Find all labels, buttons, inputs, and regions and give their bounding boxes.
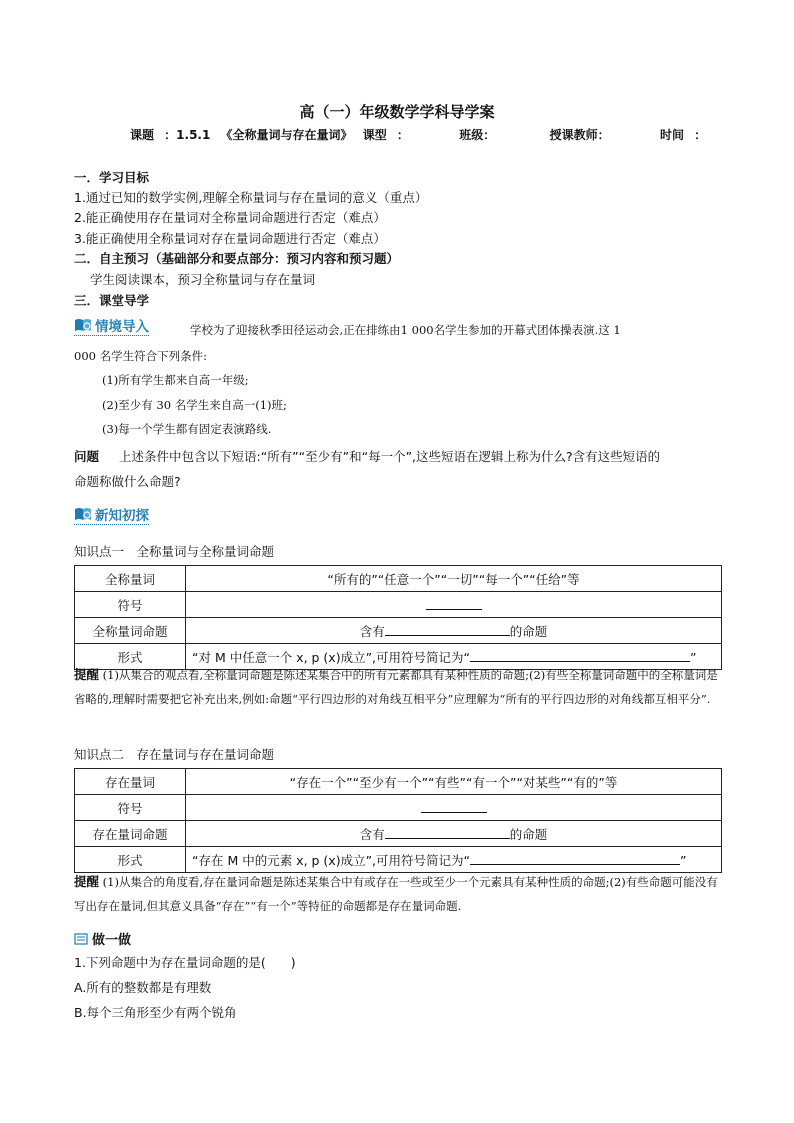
notebook-icon xyxy=(74,933,88,945)
table-row xyxy=(75,566,722,592)
table-cell-label: 符号 xyxy=(75,592,186,618)
condition-item: (1)所有学生都来自高一年级; xyxy=(102,373,249,387)
practice-option: B.每个三角形至少有两个锐角 xyxy=(74,1005,237,1020)
table-cell-value: “所有的”“任意一个”“一切”“每一个”“任给”等 xyxy=(186,566,722,592)
class-label: 班级： xyxy=(459,128,496,142)
table-cell-value xyxy=(186,847,722,873)
newknowledge-badge xyxy=(74,504,149,525)
page-title: 高（一）年级数学学科导学案 xyxy=(299,103,495,121)
k2-tip xyxy=(74,870,724,918)
fill-blank xyxy=(426,597,482,610)
goal-item: 1.通过已知的数学实例,理解全称量词与存在量词的意义（重点） xyxy=(74,190,428,205)
table-cell-label: 形式 xyxy=(75,847,186,873)
tip-text: (1)从集合的观点看,全称量词命题是陈述某集合中的所有元素都具有某种性质的命题;(2)有些全称量词命题中的全称量词是省略的,理解时需要把它补充出来,例如:命题“平行四边形的对角线互相平分”应理解为“所有的平行四边形的对角线都互相平分”. xyxy=(74,668,718,706)
table-cell-value xyxy=(186,592,722,618)
condition-item: (2)至少有 30 名学生来自高一(1)班; xyxy=(102,398,287,412)
lesson-info: 课题 ：1.5.1 《全称量词与存在量词》 课型 ： xyxy=(130,128,409,142)
cell-text: ” xyxy=(690,649,697,665)
practice-heading xyxy=(74,929,131,948)
table-cell-value xyxy=(186,795,722,821)
tip-label: 提醒 xyxy=(74,667,100,682)
goal-item: 3.能正确使用全称量词对存在量词命题进行否定（难点） xyxy=(74,231,386,246)
cell-text: 含有 xyxy=(359,623,385,639)
condition-item: (3)每一个学生都有固定表演路线. xyxy=(102,422,272,436)
question-text: 上述条件中包含以下短语:“所有”“至少有”和“每一个”,这些短语在逻辑上称为什么?含有这些短语的 xyxy=(118,449,661,464)
table-row xyxy=(75,795,722,821)
k1-heading: 知识点一 全称量词与全称量词命题 xyxy=(74,544,275,559)
cell-text: 的命题 xyxy=(509,623,548,639)
table-cell-value xyxy=(186,618,722,644)
cell-text: “存在 M 中的元素 x, p (x)成立”,可用符号简记为“ xyxy=(192,852,471,868)
practice-question: 1.下列命题中为存在量词命题的是( ) xyxy=(74,955,296,970)
preview-heading: 二．自主预习（基础部分和要点部分：预习内容和预习题） xyxy=(74,251,400,266)
cell-text: 含有 xyxy=(359,826,385,842)
goals-heading: 一．学习目标 xyxy=(74,170,150,185)
question-label: 问题 xyxy=(74,449,100,464)
table-row xyxy=(75,618,722,644)
situation-badge xyxy=(74,315,149,336)
preview-body: 学生阅读课本，预习全称量词与存在量词 xyxy=(90,272,316,287)
k1-table xyxy=(74,565,722,670)
table-cell-label: 存在量词命题 xyxy=(75,821,186,847)
table-cell-value: “存在一个”“至少有一个”“有些”“有一个”“对某些”“有的”等 xyxy=(186,769,722,795)
cell-text: “对 M 中任意一个 x, p (x)成立”,可用符号简记为“ xyxy=(192,649,471,665)
tip-label: 提醒 xyxy=(74,874,100,889)
fill-blank xyxy=(470,649,690,662)
table-row xyxy=(75,821,722,847)
lesson-meta xyxy=(130,126,706,143)
cell-text: 的命题 xyxy=(509,826,548,842)
goal-item: 2.能正确使用存在量词对全称量词命题进行否定（难点） xyxy=(74,210,386,225)
k2-table xyxy=(74,768,722,873)
situation-badge-label: 情境导入 xyxy=(95,319,149,335)
fill-blank xyxy=(470,852,680,865)
k1-tip xyxy=(74,663,724,711)
table-cell-label: 全称量词 xyxy=(75,566,186,592)
table-row xyxy=(75,847,722,873)
fill-blank xyxy=(385,623,510,636)
tip-text: (1)从集合的角度看,存在量词命题是陈述某集合中有或存在一些或至少一个元素具有某种性质的命题;(2)有些命题可能没有写出存在量词,但其意义具备“存在”“有一个”等特征的命题都是存在量词命题. xyxy=(74,875,718,913)
table-cell-label: 存在量词 xyxy=(75,769,186,795)
table-cell-label: 符号 xyxy=(75,795,186,821)
situation-text: 学校为了迎接秋季田径运动会,正在排练由1 000名学生参加的开幕式团体操表演.这 1 xyxy=(190,323,621,337)
table-cell-value xyxy=(186,821,722,847)
table-cell-label: 全称量词命题 xyxy=(75,618,186,644)
fill-blank xyxy=(385,826,510,839)
table-cell-label: 形式 xyxy=(75,644,186,670)
k2-heading: 知识点二 存在量词与存在量词命题 xyxy=(74,747,275,762)
table-row xyxy=(75,769,722,795)
question-text-cont: 命题称做什么命题? xyxy=(74,474,181,489)
question-line xyxy=(74,447,660,465)
book-magnifier-icon xyxy=(74,318,92,332)
situation-text-cont: 000 名学生符合下列条件: xyxy=(74,349,207,363)
cell-text: ” xyxy=(680,852,687,868)
fill-blank xyxy=(421,800,487,813)
practice-heading-label: 做一做 xyxy=(92,933,132,948)
guide-heading: 三．课堂导学 xyxy=(74,293,150,308)
newknowledge-badge-label: 新知初探 xyxy=(95,508,149,524)
practice-option: A.所有的整数都是有理数 xyxy=(74,980,212,995)
table-row xyxy=(75,592,722,618)
teacher-label: 授课教师： xyxy=(549,128,610,142)
book-magnifier-icon xyxy=(74,507,92,521)
time-label: 时间 ： xyxy=(660,128,707,142)
